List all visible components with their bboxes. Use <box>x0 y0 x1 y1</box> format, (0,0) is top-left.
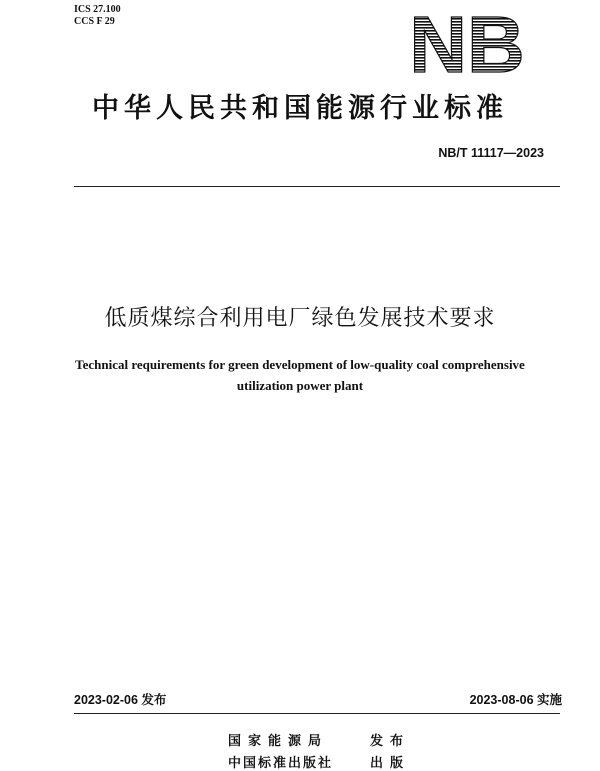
nb-logo-icon <box>408 6 526 80</box>
ccs-code: CCS F 29 <box>74 16 115 27</box>
english-title-line-2: utilization power plant <box>236 378 364 393</box>
issuer-role: 发布 <box>370 734 411 749</box>
chinese-title: 低质煤综合利用电厂绿色发展技术要求 <box>104 306 496 331</box>
english-title <box>40 354 560 396</box>
issue-date: 2023-02-06 发布 <box>74 693 167 707</box>
publisher-name: 中国标准出版社 <box>228 756 334 771</box>
implementation-date: 2023-08-06 实施 <box>469 693 562 707</box>
ics-code: ICS 27.100 <box>74 4 121 15</box>
bottom-divider <box>74 713 560 714</box>
classification-codes <box>74 4 121 28</box>
issuer-name: 国家能源局 <box>228 734 329 749</box>
top-divider <box>74 186 560 187</box>
publisher-role: 出版 <box>370 756 411 771</box>
logo-text: NB <box>409 6 525 80</box>
english-title-line-1: Technical requirements for green development of low-quality coal comprehensive <box>75 357 525 372</box>
standard-number: NB/T 11117—2023 <box>438 146 544 160</box>
national-standard-title: 中华人民共和国能源行业标准 <box>92 93 508 124</box>
